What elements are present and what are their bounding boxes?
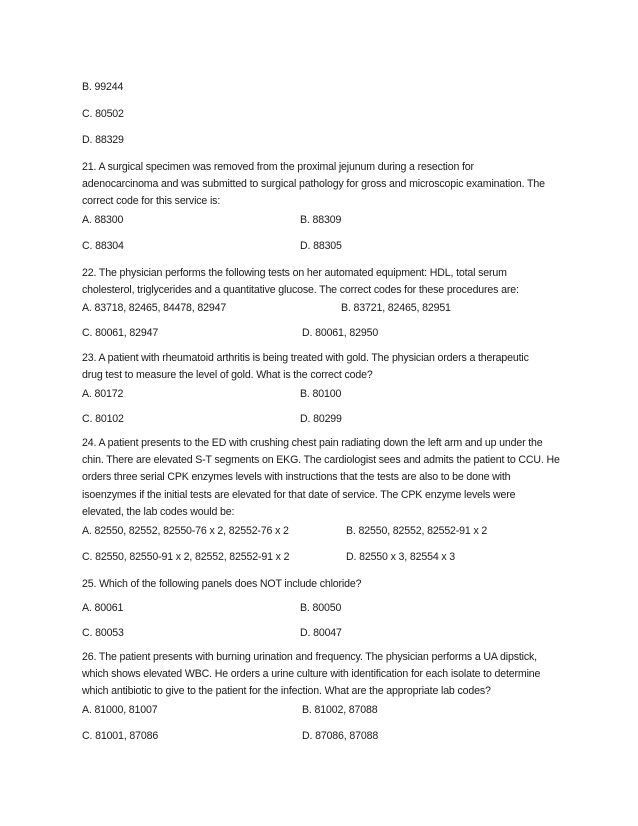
carryover-option: D. 88329 bbox=[82, 134, 124, 146]
question-line: cholesterol, triglycerides and a quantitative glucose. The correct codes for these procedures are: bbox=[82, 284, 519, 297]
answer-option: B. 80100 bbox=[300, 388, 342, 400]
answer-option: C. 88304 bbox=[82, 240, 124, 252]
answer-option: C. 80053 bbox=[82, 627, 124, 639]
answer-option: C. 82550, 82550-91 x 2, 82552, 82552-91 x 2 bbox=[82, 551, 290, 563]
answer-option: C. 81001, 87086 bbox=[82, 730, 159, 742]
answer-option: B. 82550, 82552, 82552-91 x 2 bbox=[346, 525, 488, 537]
answer-option: D. 88305 bbox=[300, 240, 342, 252]
carryover-option: B. 99244 bbox=[82, 81, 124, 93]
question-line: which antibiotic to give to the patient for the infection. What are the appropriate lab codes? bbox=[82, 685, 491, 698]
answer-option: D. 80047 bbox=[300, 627, 342, 639]
question-line: chin. There are elevated S-T segments on EKG. The cardiologist sees and admits the patient to CCU. He bbox=[82, 454, 560, 467]
answer-option: A. 88300 bbox=[82, 214, 124, 226]
question-text-q23 bbox=[82, 350, 564, 384]
answer-option: B. 83721, 82465, 82951 bbox=[341, 302, 451, 314]
question-line: 22. The physician performs the following tests on her automated equipment: HDL, total serum bbox=[82, 267, 507, 279]
answer-option: B. 81002, 87088 bbox=[302, 704, 378, 716]
question-line: orders three serial CPK enzymes levels with instructions that the tests are also to be done with bbox=[82, 471, 511, 484]
question-text-q26 bbox=[82, 649, 564, 701]
question-line: 21. A surgical specimen was removed from the proximal jejunum during a resection for bbox=[82, 161, 474, 173]
answer-option: A. 83718, 82465, 84478, 82947 bbox=[82, 302, 227, 314]
answer-option: D. 80061, 82950 bbox=[302, 327, 379, 339]
question-line: elevated, the lab codes would be: bbox=[82, 505, 235, 518]
answer-option: A. 81000, 81007 bbox=[82, 704, 158, 716]
answer-option: D. 87086, 87088 bbox=[302, 730, 379, 742]
answer-option: A. 80172 bbox=[82, 388, 124, 400]
question-text-q21 bbox=[82, 159, 564, 211]
answer-option: D. 82550 x 3, 82554 x 3 bbox=[346, 551, 456, 563]
question-line: 23. A patient with rheumatoid arthritis is being treated with gold. The physician orders a therapeutic bbox=[82, 352, 529, 364]
question-text-q25 bbox=[82, 576, 564, 593]
question-line: adenocarcinoma and was submitted to surgical pathology for gross and microscopic examination. The bbox=[82, 178, 545, 191]
question-line: which shows elevated WBC. He orders a urine culture with identification for each isolate to determine bbox=[82, 668, 541, 681]
question-line: drug test to measure the level of gold. What is the correct code? bbox=[82, 369, 373, 382]
question-line: correct code for this service is: bbox=[82, 195, 221, 208]
question-text-q24 bbox=[82, 435, 564, 521]
question-line: isoenzymes if the initial tests are elevated for that date of service. The CPK enzyme levels were bbox=[82, 488, 516, 501]
answer-option: C. 80061, 82947 bbox=[82, 327, 159, 339]
answer-option: B. 80050 bbox=[300, 602, 342, 614]
carryover-option: C. 80502 bbox=[82, 108, 124, 120]
answer-option: A. 82550, 82552, 82550-76 x 2, 82552-76 x 2 bbox=[82, 525, 289, 537]
question-text-q22 bbox=[82, 265, 564, 299]
question-line: 24. A patient presents to the ED with crushing chest pain radiating down the left arm and up under the bbox=[82, 437, 543, 449]
answer-option: D. 80299 bbox=[300, 413, 342, 425]
question-line: 25. Which of the following panels does NOT include chloride? bbox=[82, 578, 362, 590]
answer-option: A. 80061 bbox=[82, 602, 124, 614]
answer-option: B. 88309 bbox=[300, 214, 342, 226]
answer-option: C. 80102 bbox=[82, 413, 124, 425]
question-line: 26. The patient presents with burning urination and frequency. The physician performs a UA dipstick, bbox=[82, 651, 537, 663]
